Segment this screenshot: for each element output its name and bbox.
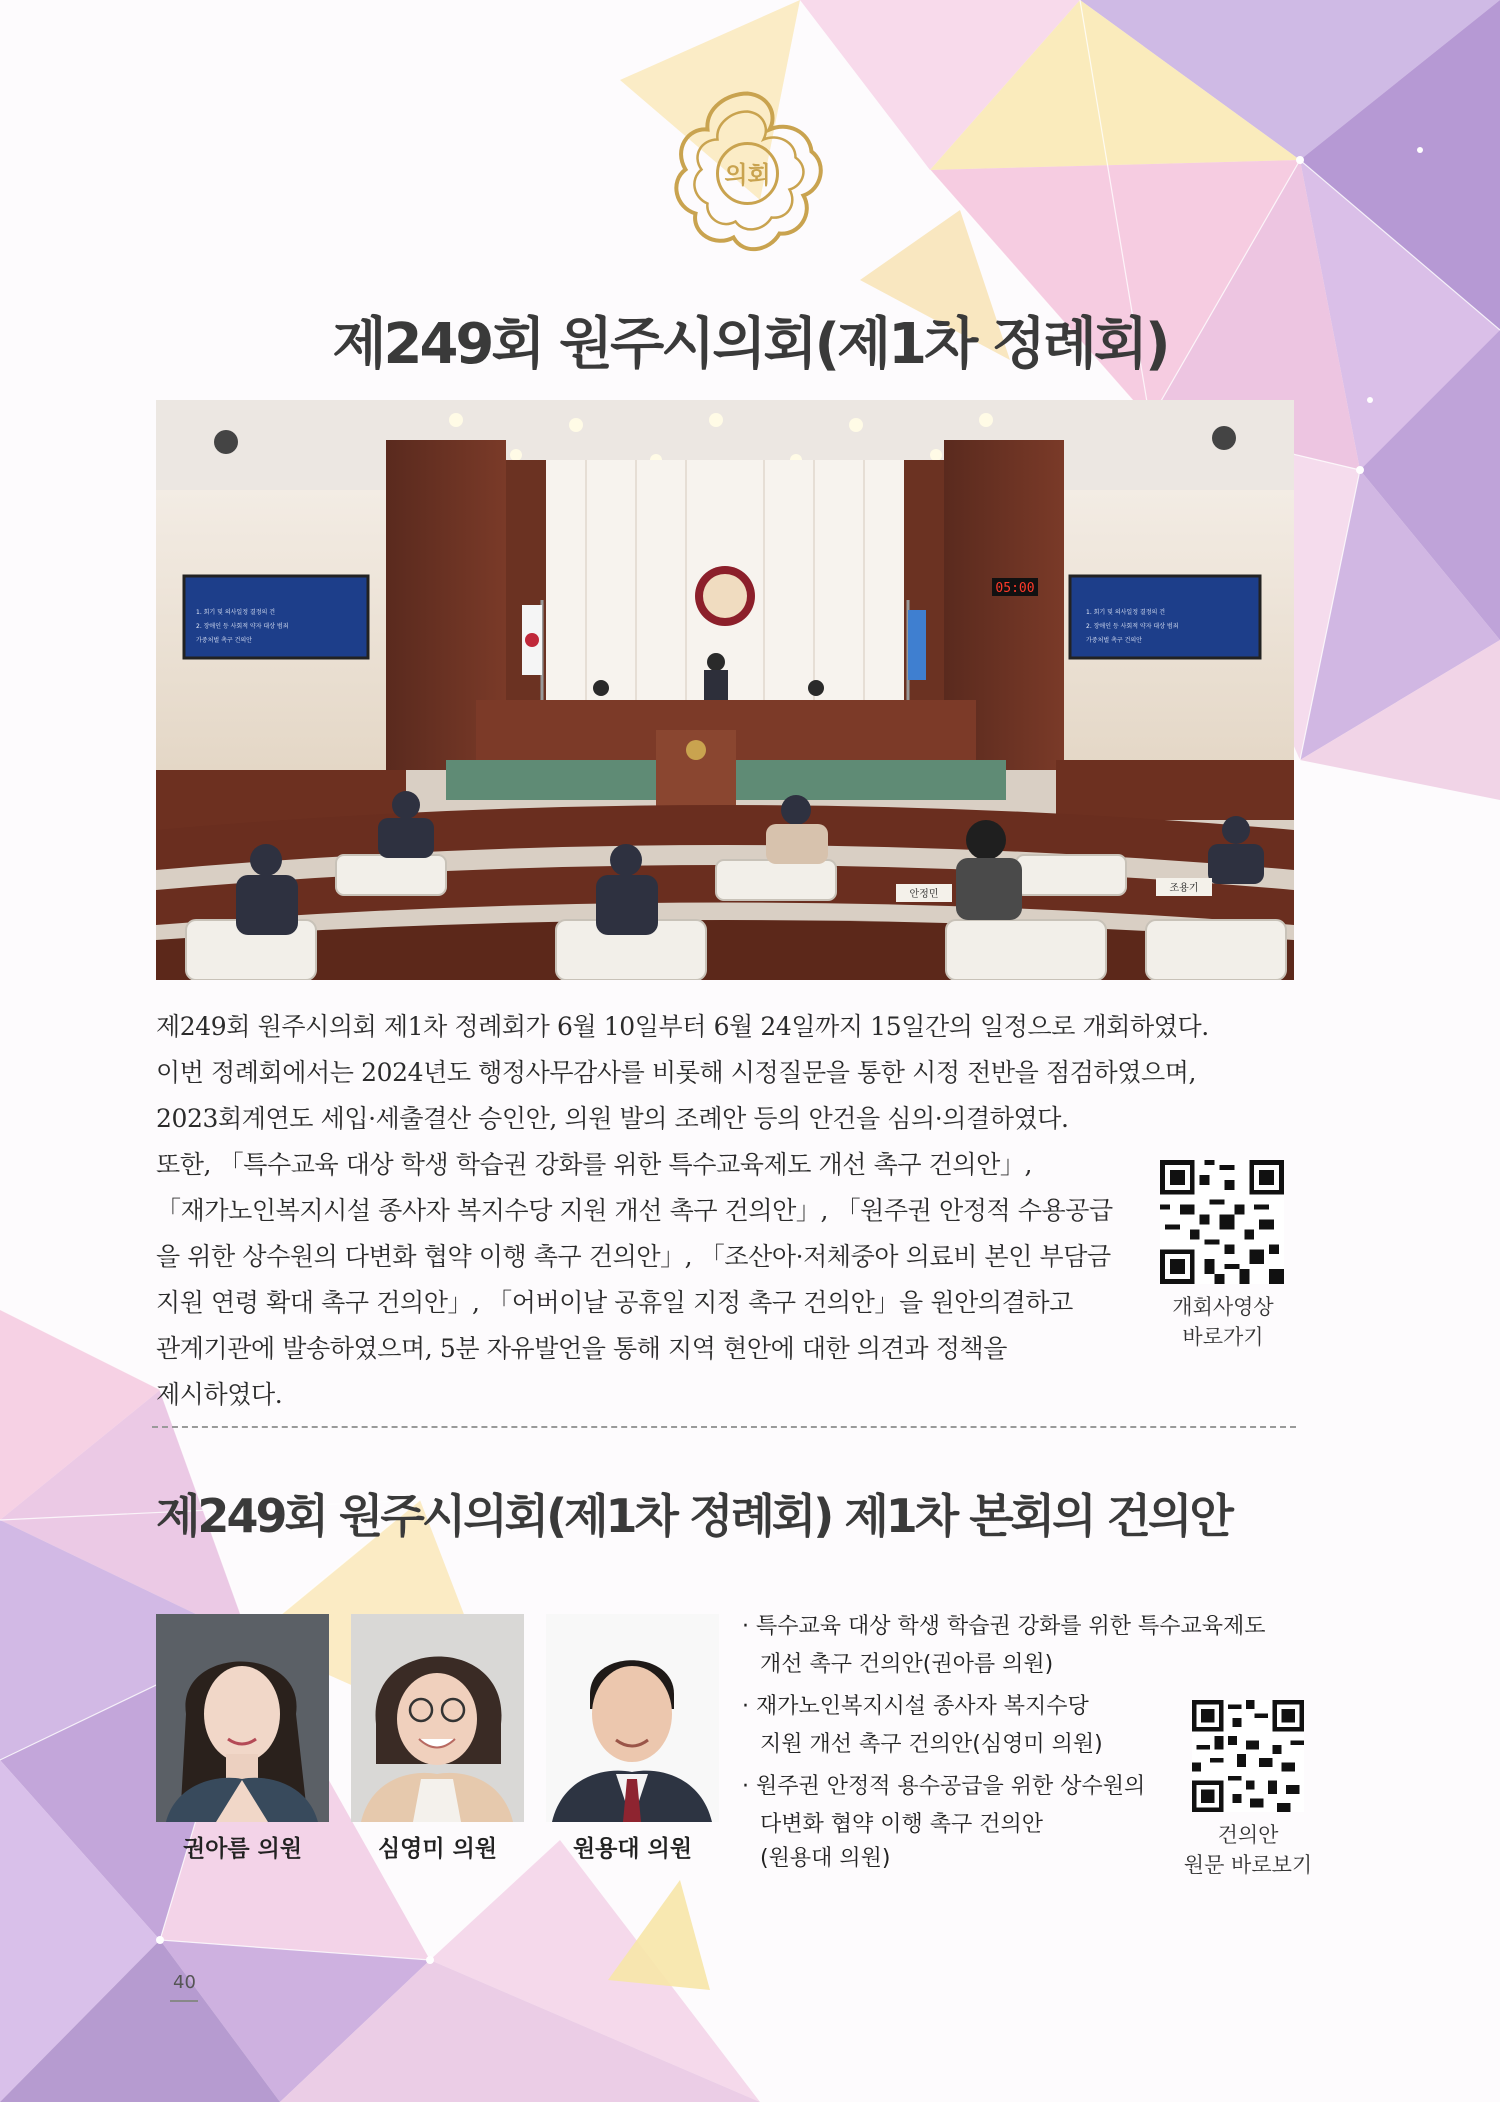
emblem-text: 의회 (724, 161, 771, 189)
nameplate-2: 조용기 (1169, 883, 1199, 894)
proposal-line-7: (원용대 의원) (760, 1846, 891, 1871)
qr-proposal-caption-line-1: 건의안 (1217, 1823, 1279, 1847)
body-line-9: 제시하였다. (156, 1380, 283, 1409)
qr-video-caption-line-2: 바로가기 (1182, 1325, 1264, 1349)
qr-code-video-icon[interactable] (1160, 1160, 1284, 1284)
body-line-1: 제249회 원주시의회 제1차 정례회가 6월 10일부터 6월 24일까지 15일간의 일정으로 개회하였다. (156, 1012, 1209, 1041)
qr-video-caption-line-1: 개회사영상 (1172, 1295, 1274, 1319)
proposal-line-3: · 재가노인복지시설 종사자 복지수당 (742, 1694, 1089, 1719)
body-line-4: 또한, 「특수교육 대상 학생 학습권 강화를 위한 특수교육제도 개선 촉구 건의안」, (156, 1150, 1033, 1179)
council-chamber-photo (156, 400, 1294, 980)
council-emblem (660, 86, 835, 261)
screen-left-line-2: 2. 장애인 등 사회적 약자 대상 범죄 (196, 623, 289, 630)
body-line-3: 2023회계연도 세입·세출결산 승인안, 의원 발의 조례안 등의 안건을 심의·의결하였다. (156, 1104, 1069, 1133)
screen-right-line-2: 2. 장애인 등 사회적 약자 대상 범죄 (1086, 623, 1179, 630)
body-line-7: 지원 연령 확대 촉구 건의안」, 「어버이날 공휴일 지정 촉구 건의안」을 원안의결하고 (156, 1288, 1073, 1317)
screen-right-line-1: 1. 회기 및 의사일정 결정의 건 (1086, 609, 1166, 616)
member-name-1: 권아름 의원 (182, 1836, 303, 1862)
body-line-6: 을 위한 상수원의 다변화 협약 이행 촉구 건의안」, 「조산아·저체중아 의료비 본인 부담금 (156, 1242, 1111, 1271)
qr-code-proposal-icon[interactable] (1192, 1700, 1304, 1812)
page-number: 40 (173, 1972, 196, 1993)
qr-video-caption (1150, 1292, 1296, 1352)
proposal-line-4: 지원 개선 촉구 건의안(심영미 의원) (760, 1732, 1103, 1757)
section-divider (152, 1426, 1296, 1428)
body-line-2: 이번 정례회에서는 2024년도 행정사무감사를 비롯해 시정질문을 통한 시정 전반을 점검하였으며, (156, 1058, 1196, 1087)
body-line-5: 「재가노인복지시설 종사자 복지수당 지원 개선 촉구 건의안」, 「원주권 안정적 수용공급 (156, 1196, 1113, 1225)
screen-right-line-3: 가중처벌 촉구 건의안 (1086, 637, 1142, 644)
page-title: 제249회 원주시의회(제1차 정례회) (332, 312, 1168, 377)
timer-display: 05:00 (995, 581, 1035, 596)
nameplate-1: 안정민 (909, 889, 939, 900)
section-title: 제249회 원주시의회(제1차 정례회) 제1차 본회의 건의안 (156, 1489, 1231, 1543)
page-number-underline (170, 2000, 198, 2002)
screen-left-line-1: 1. 회기 및 의사일정 결정의 건 (196, 609, 276, 616)
proposal-line-1: · 특수교육 대상 학생 학습권 강화를 위한 특수교육제도 (742, 1614, 1266, 1639)
qr-proposal-caption-line-2: 원문 바로보기 (1183, 1853, 1313, 1877)
proposal-line-2: 개선 촉구 건의안(권아름 의원) (760, 1652, 1054, 1677)
portrait-kwon-areum (156, 1614, 329, 1822)
proposal-line-6: 다변화 협약 이행 촉구 건의안 (760, 1812, 1043, 1837)
qr-proposal-caption (1172, 1820, 1324, 1880)
member-name-3: 원용대 의원 (572, 1836, 693, 1862)
proposal-line-5: · 원주권 안정적 용수공급을 위한 상수원의 (742, 1774, 1146, 1799)
member-name-2: 심영미 의원 (377, 1836, 498, 1862)
portrait-sim-youngmi (351, 1614, 524, 1822)
portrait-won-yongdae (546, 1614, 719, 1822)
body-line-8: 관계기관에 발송하였으며, 5분 자유발언을 통해 지역 현안에 대한 의견과 정책을 (156, 1334, 1007, 1363)
screen-left-line-3: 가중처벌 촉구 건의안 (196, 637, 252, 644)
